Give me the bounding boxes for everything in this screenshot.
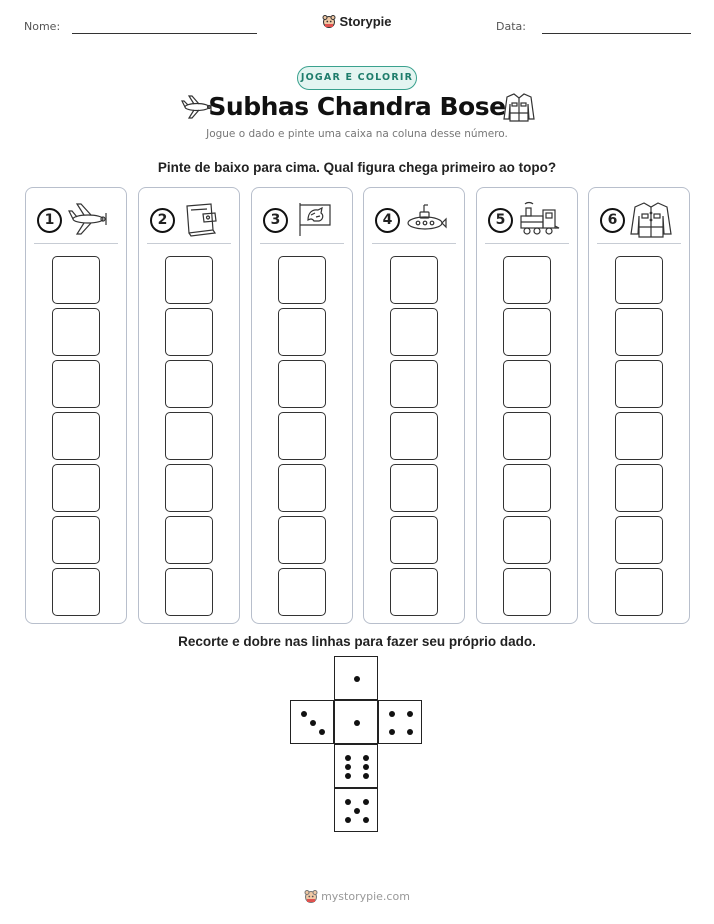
color-box[interactable] <box>503 516 551 564</box>
color-box[interactable] <box>165 360 213 408</box>
die-pip <box>310 720 316 726</box>
color-box[interactable] <box>278 308 326 356</box>
column-number: 5 <box>488 208 513 233</box>
color-box[interactable] <box>503 308 551 356</box>
brand-logo <box>0 14 714 29</box>
die-pip <box>389 711 395 717</box>
column-6 <box>588 187 690 624</box>
column-5 <box>476 187 578 624</box>
die-pip <box>363 764 369 770</box>
train-icon <box>517 200 561 238</box>
color-box[interactable] <box>165 308 213 356</box>
die-face-1 <box>334 700 378 744</box>
column-number: 2 <box>150 208 175 233</box>
color-box[interactable] <box>52 308 100 356</box>
column-number: 4 <box>375 208 400 233</box>
footer <box>0 889 714 903</box>
brand-name: Storypie <box>339 14 392 29</box>
die-pip <box>345 799 351 805</box>
color-box[interactable] <box>615 256 663 304</box>
date-line[interactable] <box>542 33 691 34</box>
color-box[interactable] <box>278 412 326 460</box>
column-number: 1 <box>37 208 62 233</box>
color-box[interactable] <box>503 568 551 616</box>
color-box[interactable] <box>52 568 100 616</box>
die-face-3 <box>290 700 334 744</box>
category-badge: JOGAR E COLORIR <box>297 66 417 90</box>
die-pip <box>363 817 369 823</box>
name-label: Nome: <box>24 20 61 33</box>
column-header <box>147 196 231 244</box>
game-instruction: Pinte de baixo para cima. Qual figura chega primeiro ao topo? <box>157 160 557 175</box>
footer-url: mystorypie.com <box>321 890 410 903</box>
die-pip <box>363 755 369 761</box>
date-label: Data: <box>496 20 526 33</box>
color-box[interactable] <box>52 256 100 304</box>
die-pip <box>354 676 360 682</box>
color-box[interactable] <box>390 516 438 564</box>
color-box[interactable] <box>52 360 100 408</box>
die-pip <box>354 808 360 814</box>
die-pip <box>389 729 395 735</box>
flag-icon <box>292 200 336 238</box>
column-header <box>260 196 344 244</box>
color-box[interactable] <box>503 360 551 408</box>
color-box[interactable] <box>278 516 326 564</box>
column-3 <box>251 187 353 624</box>
storypie-logo-icon <box>304 889 318 903</box>
column-1 <box>25 187 127 624</box>
color-box[interactable] <box>278 360 326 408</box>
dice-instruction: Recorte e dobre nas linhas para fazer seu próprio dado. <box>178 634 536 649</box>
die-pip <box>407 711 413 717</box>
column-header <box>34 196 118 244</box>
color-box[interactable] <box>615 568 663 616</box>
page-title: Subhas Chandra Bose <box>208 92 506 121</box>
color-box[interactable] <box>615 464 663 512</box>
military-jacket-icon <box>629 200 673 238</box>
die-face-1 <box>334 656 378 700</box>
color-box[interactable] <box>615 412 663 460</box>
color-box[interactable] <box>615 360 663 408</box>
die-pip <box>345 817 351 823</box>
die-pip <box>407 729 413 735</box>
color-box[interactable] <box>52 464 100 512</box>
die-pip <box>354 720 360 726</box>
die-face-5 <box>334 788 378 832</box>
page-subtitle: Jogue o dado e pinte uma caixa na coluna desse número. <box>206 128 508 140</box>
color-box[interactable] <box>165 256 213 304</box>
airplane-icon <box>66 200 110 238</box>
color-box[interactable] <box>390 568 438 616</box>
wallet-icon <box>179 200 223 238</box>
color-box[interactable] <box>390 360 438 408</box>
column-4 <box>363 187 465 624</box>
die-face-4 <box>378 700 422 744</box>
column-number: 6 <box>600 208 625 233</box>
die-pip <box>363 773 369 779</box>
color-box[interactable] <box>165 516 213 564</box>
color-box[interactable] <box>165 568 213 616</box>
color-box[interactable] <box>503 464 551 512</box>
color-box[interactable] <box>503 256 551 304</box>
color-box[interactable] <box>615 308 663 356</box>
color-box[interactable] <box>390 256 438 304</box>
column-header <box>372 196 456 244</box>
color-box[interactable] <box>165 412 213 460</box>
color-box[interactable] <box>390 412 438 460</box>
column-number: 3 <box>263 208 288 233</box>
column-2 <box>138 187 240 624</box>
die-pip <box>301 711 307 717</box>
die-pip <box>319 729 325 735</box>
color-box[interactable] <box>615 516 663 564</box>
column-header <box>485 196 569 244</box>
color-box[interactable] <box>390 308 438 356</box>
die-pip <box>345 773 351 779</box>
name-line[interactable] <box>72 33 257 34</box>
storypie-logo-icon <box>322 14 336 28</box>
die-pip <box>345 755 351 761</box>
color-box[interactable] <box>165 464 213 512</box>
die-pip <box>363 799 369 805</box>
die-face-6 <box>334 744 378 788</box>
color-box[interactable] <box>278 464 326 512</box>
color-box[interactable] <box>390 464 438 512</box>
color-box[interactable] <box>52 516 100 564</box>
die-pip <box>345 764 351 770</box>
submarine-icon <box>404 200 448 238</box>
military-jacket-icon <box>502 92 536 122</box>
color-box[interactable] <box>278 568 326 616</box>
color-box[interactable] <box>503 412 551 460</box>
color-box[interactable] <box>278 256 326 304</box>
color-box[interactable] <box>52 412 100 460</box>
column-header <box>597 196 681 244</box>
